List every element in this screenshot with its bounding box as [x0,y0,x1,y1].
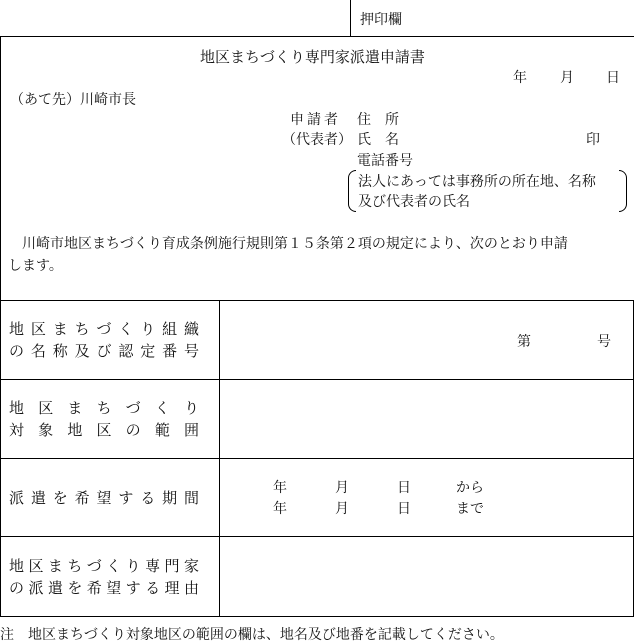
phone-label: 電話番号 [357,153,413,169]
organization-label-cell [1,301,220,380]
area-value-cell[interactable] [220,380,634,459]
organization-label-line2: の名称及び認定番号 [9,342,199,360]
corporate-note-line1: 法人にあっては事務所の所在地、名称 [358,174,596,190]
table-row [1,301,634,380]
footnote: 注 地区まちづくり対象地区の範囲の欄は、地名及び地番を記載してください。 [0,627,504,643]
body-paragraph-line2: します。 [8,258,63,274]
table-row [1,459,634,537]
application-header-frame [0,36,634,301]
date-year-label: 年 [513,70,527,86]
area-label-cell [1,380,220,459]
table-row [1,537,634,617]
date-month-label: 月 [560,70,574,86]
reason-label-cell [1,537,220,617]
application-table [0,300,634,617]
body-paragraph-line1: 川崎市地区まちづくり育成条例施行規則第１５条第２項の規定により、次のとおり申請 [22,236,568,252]
to-day: 日 [397,501,411,517]
from-day: 日 [397,480,411,496]
number-prefix: 第 [517,334,531,350]
stamp-box [350,0,634,37]
representative-label: （代表者） [282,132,352,148]
from-year: 年 [273,480,287,496]
period-label: 派遣を希望する期間 [9,488,199,507]
reason-label-line1: 地区まちづくり専門家 [9,556,199,575]
address-label: 住 所 [357,112,399,128]
date-day-label: 日 [606,70,620,86]
applicant-role-label: 申請者 [290,112,341,128]
table-row [1,380,634,459]
stamp-label: 押印欄 [360,12,402,28]
period-value-cell[interactable] [220,459,634,537]
corporate-note-line2: 及び代表者の氏名 [358,194,470,210]
bracket-right [619,170,627,212]
to-suffix: まで [456,501,484,517]
from-month: 月 [335,480,349,496]
period-label-cell [1,459,220,537]
area-label-line1: 地区まちづくり [9,399,199,417]
to-month: 月 [335,501,349,517]
from-suffix: から [456,480,484,496]
seal-mark: 印 [586,132,600,148]
document-title: 地区まちづくり専門家派遣申請書 [200,48,425,66]
addressee: （あて先）川崎市長 [10,92,136,108]
name-label: 氏 名 [357,132,399,148]
reason-label-line2: の派遣を希望する理由 [9,578,199,597]
bracket-left [348,170,356,212]
organization-label-line1: 地区まちづくり組織 [9,320,199,338]
number-suffix: 号 [597,334,611,350]
to-year: 年 [273,501,287,517]
reason-value-cell[interactable] [220,537,634,617]
organization-value-cell[interactable] [220,301,634,380]
area-label-line2: 対象地区の範囲 [9,421,199,439]
